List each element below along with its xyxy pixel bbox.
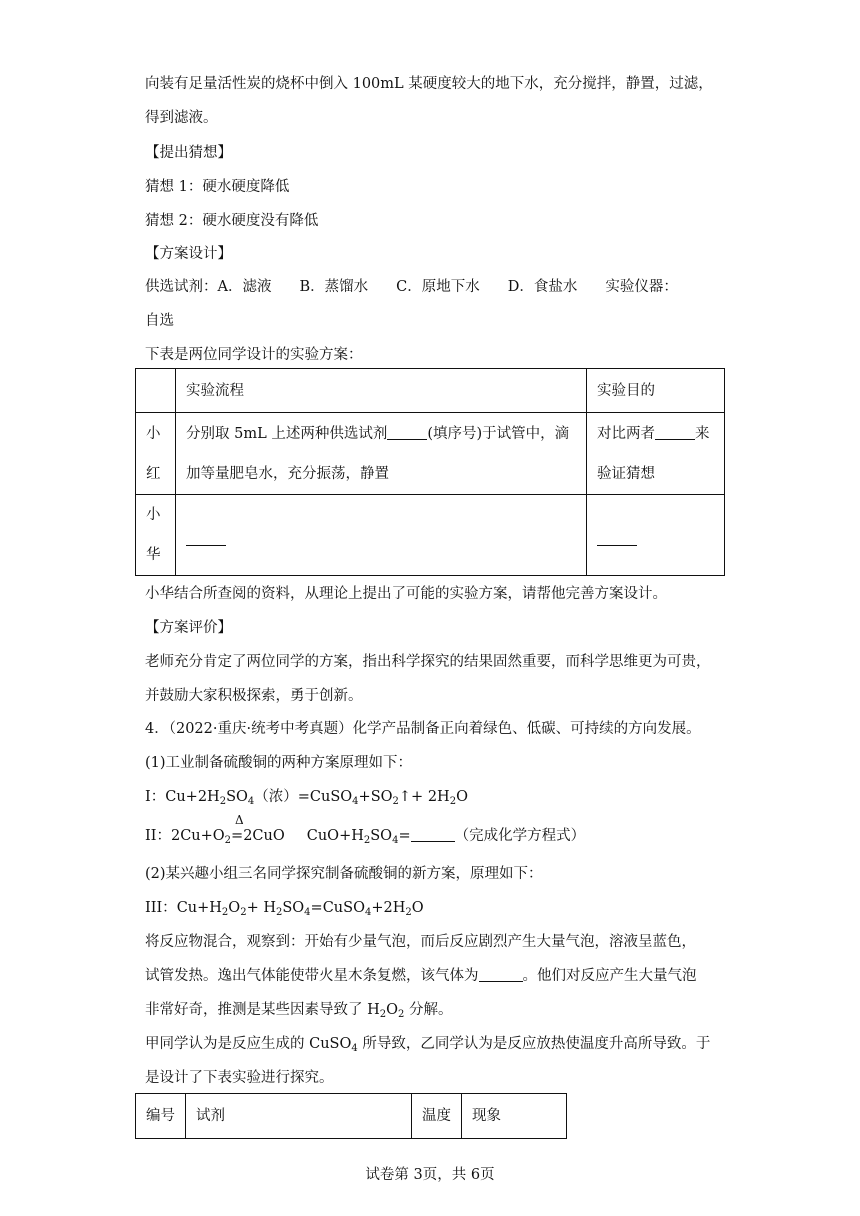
answer-blank[interactable] xyxy=(597,531,637,546)
table-intro: 下表是两位同学设计的实验方案： xyxy=(145,347,363,363)
equation-i: I：$Cu+2H_2SO_4$（浓）$=CuSO_4+SO_2↑+ 2H_2O$ xyxy=(145,789,468,807)
student-name: 小 红 xyxy=(136,413,176,495)
col-reagent: 试剂 xyxy=(186,1094,412,1139)
hypothesis-heading: 【提出猜想】 xyxy=(145,145,232,161)
intro-line-1: 向装有足量活性炭的烧杯中倒入 100mL 某硬度较大的地下水，充分搅拌，静置，过滤， xyxy=(145,76,713,92)
plan-table-header xyxy=(136,369,725,413)
answer-blank[interactable] xyxy=(387,425,427,440)
part-1: (1)工业制备硫酸铜的两种方案原理如下： xyxy=(145,755,413,771)
process-cell xyxy=(176,495,587,576)
instruments-label: 实验仪器： xyxy=(605,279,678,295)
experiment-table xyxy=(135,1093,567,1139)
col-phenomenon: 现象 xyxy=(462,1094,567,1139)
col-process: 实验流程 xyxy=(176,369,587,413)
option-c: C．原地下水 xyxy=(396,279,480,295)
page-footer: 试卷第 3页，共 6页 xyxy=(365,1167,495,1183)
intro-line-2: 得到滤液。 xyxy=(145,110,218,126)
observation-line-1: 将反应物混合，观察到：开始有少量气泡，而后反应剧烈产生大量气泡，溶液呈蓝色， xyxy=(145,934,696,950)
option-d: D．食盐水 xyxy=(507,279,578,295)
hypothesis-2: 猜想 2：硬水硬度没有降低 xyxy=(145,213,319,229)
after-table-text: 小华结合所查阅的资料，从理论上提出了可能的实验方案，请帮他完善方案设计。 xyxy=(145,586,667,602)
col-temperature: 温度 xyxy=(412,1094,462,1139)
purpose-cell xyxy=(587,495,725,576)
col-number: 编号 xyxy=(136,1094,186,1139)
reagent-options xyxy=(145,277,678,297)
purpose-cell: 对比两者 来 验证猜想 xyxy=(587,413,725,495)
process-cell: 分别取 5mL 上述两种供选试剂 (填序号)于试管中，滴 加等量肥皂水，充分振荡，静置 xyxy=(176,413,587,495)
evaluation-heading: 【方案评价】 xyxy=(145,620,232,636)
instruments-cont: 自选 xyxy=(145,313,174,329)
equation-ii: II：$2Cu+O_2$ Δ =2CuO $CuO+H_2SO_4=$ （完成化学方程式） xyxy=(145,813,586,846)
answer-blank[interactable] xyxy=(411,827,455,842)
table-row xyxy=(136,495,725,576)
evaluation-line-1: 老师充分肯定了两位同学的方案，指出科学探究的结果固然重要，而科学思维更为可贵， xyxy=(145,654,711,670)
plan-table xyxy=(135,368,725,576)
part-2: (2)某兴趣小组三名同学探究制备硫酸铜的新方案，原理如下： xyxy=(145,866,543,882)
observation-line-3: 非常好奇，推测是某些因素导致了 $H_2O_2$ 分解。 xyxy=(145,1002,453,1020)
observation-line-2: 试管发热。逸出气体能使带火星木条复燃，该气体为 。他们对反应产生大量气泡 xyxy=(145,968,697,984)
equation-iii: III：$Cu+H_2O_2+$ $H_2SO_4=CuSO_4+2H_2O$ xyxy=(145,900,424,918)
answer-blank[interactable] xyxy=(186,531,226,546)
answer-blank[interactable] xyxy=(479,967,523,982)
design-heading: 【方案设计】 xyxy=(145,246,232,262)
hypothesis-1: 猜想 1：硬水硬度降低 xyxy=(145,179,290,195)
answer-blank[interactable] xyxy=(655,425,695,440)
option-a: A．滤液 xyxy=(217,279,272,295)
question-4-stem: 4．（2022·重庆·统考中考真题）化学产品制备正向着绿色、低碳、可持续的方向发展。 xyxy=(145,721,701,737)
reagents-label: 供选试剂： xyxy=(145,279,218,295)
table-row xyxy=(136,413,725,495)
heating-symbol: Δ = xyxy=(231,813,244,844)
hypothesis-line-1: 甲同学认为是反应生成的 CuSO$_4$ 所导致，乙同学认为是反应放热使温度升高所导致。于 xyxy=(145,1036,711,1054)
hypothesis-line-2: 是设计了下表实验进行探究。 xyxy=(145,1070,334,1086)
evaluation-line-2: 并鼓励大家积极探索，勇于创新。 xyxy=(145,688,363,704)
student-name: 小 华 xyxy=(136,495,176,576)
col-purpose: 实验目的 xyxy=(587,369,725,413)
experiment-table-header xyxy=(136,1094,567,1139)
option-b: B．蒸馏水 xyxy=(299,279,369,295)
